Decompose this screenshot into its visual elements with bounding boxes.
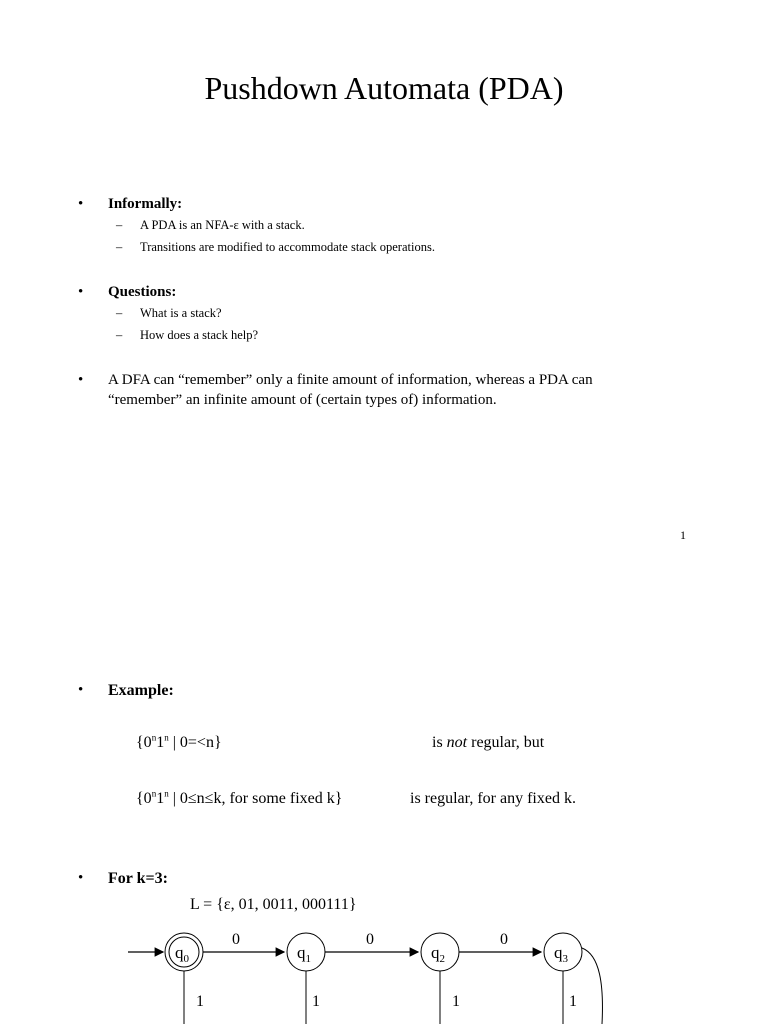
- page-number: 1: [680, 528, 686, 542]
- down-label-1: 1: [452, 993, 460, 1010]
- for-k-heading: For k=3:: [108, 870, 168, 887]
- sub-marker: –: [116, 328, 123, 342]
- sub-item-text: What is a stack?: [140, 306, 222, 320]
- transition-label-0: 0: [366, 931, 374, 948]
- state-q1-circle: [287, 933, 325, 971]
- language-comment-1: is not regular, but: [432, 734, 545, 751]
- bullet-heading-questions: Questions:: [108, 284, 177, 300]
- bullet-marker: •: [78, 284, 84, 300]
- bullet-marker: •: [78, 196, 84, 212]
- sub-item-text: A PDA is an NFA-ε with a stack.: [140, 218, 305, 232]
- transition-label-0: 0: [500, 931, 508, 948]
- language-expression-1: {0$^n$1$^n$ | 0=<n}: [136, 732, 222, 751]
- sub-marker: –: [116, 306, 123, 320]
- bullet-heading-informally: Informally:: [108, 196, 183, 212]
- state-q3-label: $q_3$: [554, 943, 568, 965]
- state-q0-outer-circle: [165, 933, 203, 971]
- bullet-marker: •: [78, 682, 84, 698]
- bullet-text-line2: “remember” an infinite amount of (certain types of) information.: [108, 392, 497, 408]
- state-q0-label: $q_0$: [175, 943, 189, 965]
- bullet-marker: •: [78, 372, 84, 388]
- state-q3-circle: [544, 933, 582, 971]
- transition-label-0: 0: [232, 931, 240, 948]
- sub-item-text: How does a stack help?: [140, 328, 259, 342]
- slide-title: Pushdown Automata (PDA): [204, 70, 564, 106]
- state-q1-label: $q_1$: [297, 943, 311, 965]
- language-expression-2: {0$^n$1$^n$ | 0≤n≤k, for some fixed k}: [136, 788, 343, 807]
- sub-marker: –: [116, 218, 123, 232]
- bullet-marker: •: [78, 870, 84, 886]
- down-label-1: 1: [312, 993, 320, 1010]
- sub-item-text: Transitions are modified to accommodate stack operations.: [140, 240, 435, 254]
- curve-q3: [582, 948, 602, 1024]
- language-comment-2: is regular, for any fixed k.: [410, 790, 576, 807]
- down-label-1: 1: [196, 993, 204, 1010]
- down-label-1: 1: [569, 993, 577, 1010]
- example-heading: Example:: [108, 682, 174, 699]
- language-set: L = {ε, 01, 0011, 000111}: [190, 896, 357, 913]
- state-q2-circle: [421, 933, 459, 971]
- state-q2-label: $q_2$: [431, 943, 445, 965]
- bullet-text-line1: A DFA can “remember” only a finite amount of information, whereas a PDA can: [108, 372, 593, 388]
- sub-marker: –: [116, 240, 123, 254]
